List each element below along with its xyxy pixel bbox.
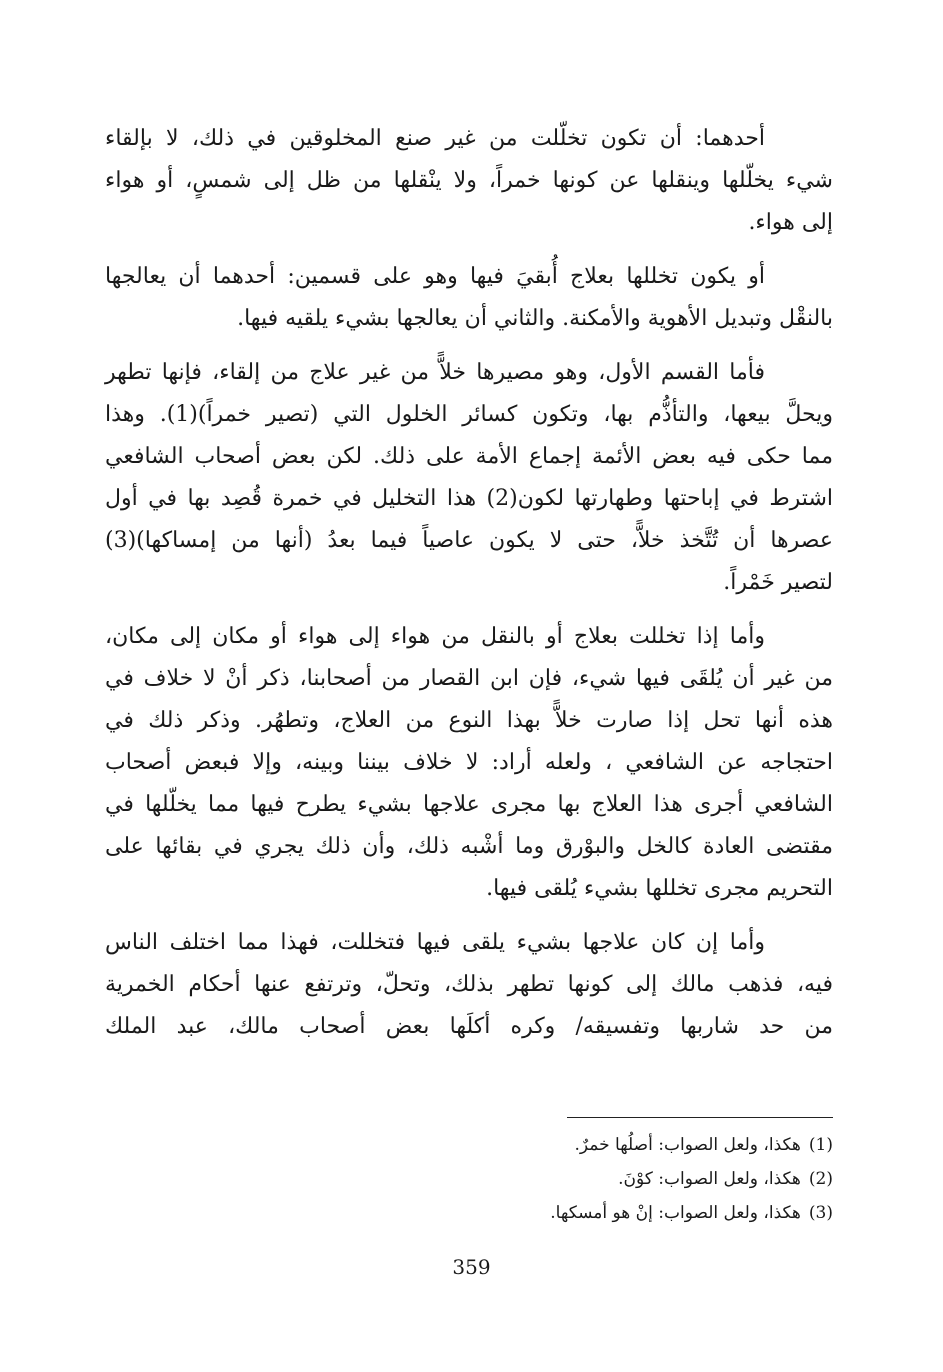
text-line: أحدهما: أن تكون تخلّلت من غير صنع المخلوقين في ذلك، لا بإلقاء [105, 126, 765, 151]
paragraph-2 [105, 256, 833, 340]
paragraph-3 [105, 352, 833, 604]
text-line: أو يكون تخللها بعلاج أُبقيَ فيها وهو على قسمين: أحدهما أن يعالجها [105, 264, 765, 289]
footnote-number: (3) [808, 1203, 833, 1223]
paragraph-5 [105, 922, 833, 1048]
footnote-number: (2) [808, 1169, 833, 1189]
text-line: مقتضى العادة كالخل والبوْرق وما أشْبه ذلك، وأن ذلك يجري في بقائها على [105, 834, 833, 859]
footnote-separator [567, 1117, 833, 1118]
text-line: عصرها أن تُتَّخذ خلاًّ، حتى لا يكون عاصياً فيما بعدُ (أنها من إمساكها)(3) [105, 528, 833, 553]
footnote-number: (1) [808, 1135, 833, 1155]
footnote-item [300, 1196, 833, 1230]
footnote-item [300, 1128, 833, 1162]
text-line: بالنقْل وتبديل الأهوية والأمكنة. والثاني أن يعالجها بشيء يلقيه فيها. [237, 306, 833, 331]
footnote-item [300, 1162, 833, 1196]
text-line: فيه، فذهب مالك إلى كونها تطهر بذلك، وتحلّ، وترتفع عنها أحكام الخمرية [105, 972, 833, 997]
text-line: هذه أنها تحل إذا صارت خلاًّ بهذا النوع من العلاج، وتطهُر. وذكر ذلك في [105, 708, 833, 733]
text-line: إلى هواء. [748, 210, 833, 235]
text-line: اشترط في إباحتها وطهارتها لكون(2) هذا التخليل في خمرة قُصِد بها في أول [105, 486, 833, 511]
footnote-text: هكذا، ولعل الصواب: كوْنَ. [618, 1169, 801, 1189]
text-line: من حد شاربها وتفسيقه/ وكره أكلَها بعض أصحاب مالك، عبد الملك [105, 1014, 833, 1039]
text-line: وأما إن كان علاجها بشيء يلقى فيها فتخللت، فهذا مما اختلف الناس [105, 930, 765, 955]
text-line: لتصير خَمْراً. [723, 570, 833, 595]
text-line: شيء يخلّلها وينقلها عن كونها خمراً، ولا ينْقلها من ظل إلى شمسٍ، أو هواء [105, 168, 833, 193]
text-line: احتجاجه عن الشافعي ، ولعله أراد: لا خلاف بيننا وبينه، وإلا فبعض أصحاب [105, 750, 833, 775]
footnote-text: هكذا، ولعل الصواب: أصلُها خمرٌ. [574, 1135, 801, 1155]
page-number: 359 [452, 1255, 491, 1279]
text-line: التحريم مجرى تخللها بشيء يُلقى فيها. [486, 876, 833, 901]
text-line: ويحلَّ بيعها، والتأذُّم بها، وتكون كسائر الخلول التي (تصير خمراً)(1). وهذا [105, 402, 833, 427]
paragraph-4 [105, 616, 833, 910]
footnotes [300, 1128, 833, 1230]
text-line: وأما إذا تخللت بعلاج أو بالنقل من هواء إلى هواء أو مكان إلى مكان، [105, 624, 765, 649]
text-line: فأما القسم الأول، وهو مصيرها خلاًّ من غير علاج من إلقاء، فإنها تطهر [105, 360, 765, 385]
text-line: الشافعي أجرى هذا العلاج بها مجرى علاجها بشيء يطرح فيها مما يخلّلها في [105, 792, 833, 817]
page-body [105, 118, 833, 1060]
text-line: مما حكى فيه بعض الأئمة إجماع الأمة على ذلك. لكن بعض أصحاب الشافعي [105, 444, 833, 469]
text-line: من غير أن يُلقَى فيها شيء، فإن ابن القصار من أصحابنا، ذكر أنْ لا خلاف في [105, 666, 833, 691]
footnote-text: هكذا، ولعل الصواب: إنْ هو أمسكها. [550, 1203, 801, 1223]
paragraph-1 [105, 118, 833, 244]
